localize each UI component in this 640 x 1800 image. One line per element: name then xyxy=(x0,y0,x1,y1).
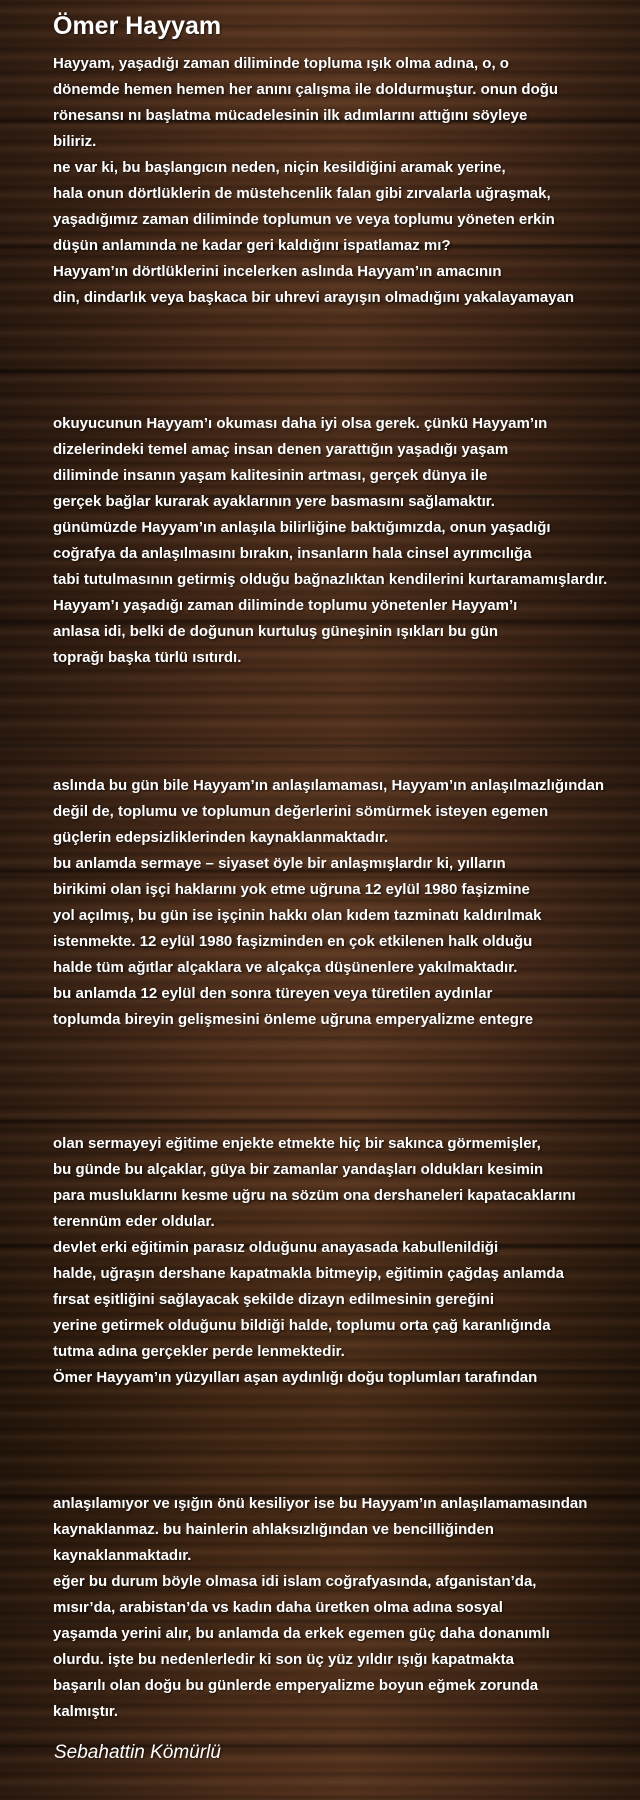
poem-line: Hayyam, yaşadığı zaman diliminde topluma ışık olma adına, o, o xyxy=(53,55,509,72)
poem-line: devlet erki eğitimin parasız olduğunu anayasada kabullenildiği xyxy=(53,1239,499,1256)
poem-line: diliminde insanın yaşam kalitesinin artması, gerçek dünya ile xyxy=(53,467,488,484)
poem-line: olan sermayeyi eğitime enjekte etmekte hiç bir sakınca görmemişler, xyxy=(53,1135,541,1152)
poem-line: hala onun dörtlüklerin de müstehcenlik falan gibi zırvalarla uğraşmak, xyxy=(53,185,551,202)
poem-line: yaşadığımız zaman diliminde toplumun ve veya toplumu yöneten erkin xyxy=(53,211,555,228)
poem-line: Hayyam’ın dörtlüklerini incelerken aslında Hayyam’ın amacının xyxy=(53,263,502,280)
poem-line: tutma adına gerçekler perde lenmektedir. xyxy=(53,1343,345,1360)
poem-line: günümüzde Hayyam’ın anlaşıla bilirliğine baktığımızda, onun yaşadığı xyxy=(53,519,551,536)
poem-title: Ömer Hayyam xyxy=(53,12,222,40)
poem-page xyxy=(53,0,640,1800)
poem-line: halde tüm ağıtlar alçaklara ve alçakça düşünenlere yakılmaktadır. xyxy=(53,959,518,976)
poem-line: din, dindarlık veya başkaca bir uhrevi arayışın olmadığını yakalayamayan xyxy=(53,289,575,306)
poem-line: yol açılmış, bu gün ise işçinin hakkı olan kıdem tazminatı kaldırılmak xyxy=(53,907,542,924)
poem-line: para musluklarını kesme uğru na sözüm ona dershaneleri kapatacaklarını xyxy=(53,1187,576,1204)
poem-author: Sebahattin Kömürlü xyxy=(54,1742,221,1763)
poem-line: birikimi olan işçi haklarını yok etme uğruna 12 eylül 1980 faşizmine xyxy=(53,881,530,898)
poem-line: düşün anlamında ne kadar geri kaldığını ispatlamaz mı? xyxy=(53,237,451,254)
poem-line: halde, uğraşın dershane kapatmakla bitmeyip, eğitimin çağdaş anlamda xyxy=(53,1265,565,1282)
poem-line: coğrafya da anlaşılmasını bırakın, insanların hala cinsel ayrımcılığa xyxy=(53,545,532,562)
poem-line: kaynaklanmaz. bu hainlerin ahlaksızlığından ve bencilliğinden xyxy=(53,1521,494,1538)
poem-line: aslında bu gün bile Hayyam’ın anlaşılamaması, Hayyam’ın anlaşılmazlığından xyxy=(53,777,605,794)
poem-line: anlasa idi, belki de doğunun kurtuluş güneşinin ışıkları bu gün xyxy=(53,623,499,640)
poem-line: toplumda bireyin gelişmesini önleme uğruna emperyalizme entegre xyxy=(53,1011,534,1028)
poem-line: bu anlamda sermaye – siyaset öyle bir anlaşmışlardır ki, yılların xyxy=(53,855,506,872)
poem-line: yerine getirmek olduğunu bildiği halde, toplumu orta çağ karanlığında xyxy=(53,1317,551,1334)
poem-line: rönesansı nı başlatma mücadelesinin ilk adımlarını attığını söyleye xyxy=(53,107,528,124)
poem-line: kaynaklanmaktadır. xyxy=(53,1547,192,1564)
poem-line: fırsat eşitliğini sağlayacak şekilde dizayn edilmesinin gereğini xyxy=(53,1291,495,1308)
poem-line: yaşamda yerini alır, bu anlamda da erkek egemen güç daha donanımlı xyxy=(53,1625,550,1642)
poem-line: dönemde hemen hemen her anını çalışma ile doldurmuştur. onun doğu xyxy=(53,81,559,98)
poem-line: tabi tutulmasının getirmiş olduğu bağnazlıktan kendilerini kurtaramamışlardır. xyxy=(53,571,608,588)
poem-line: başarılı olan doğu bu günlerde emperyalizme boyun eğmek zorunda xyxy=(53,1677,539,1694)
poem-line: ne var ki, bu başlangıcın neden, niçin kesildiğini aramak yerine, xyxy=(53,159,506,176)
poem-line: değil de, toplumu ve toplumun değerlerini sömürmek isteyen egemen xyxy=(53,803,549,820)
poem-line: bu anlamda 12 eylül den sonra türeyen veya türetilen aydınlar xyxy=(53,985,493,1002)
poem-line: dizelerindeki temel amaç insan denen yarattığın yaşadığı yaşam xyxy=(53,441,509,458)
poem-line: biliriz. xyxy=(53,133,97,150)
poem-line: anlaşılamıyor ve ışığın önü kesiliyor ise bu Hayyam’ın anlaşılamamasından xyxy=(53,1495,588,1512)
poem-line: bu günde bu alçaklar, güya bir zamanlar yandaşları oldukları kesimin xyxy=(53,1161,544,1178)
poem-line: olurdu. işte bu nedenlerledir ki son üç yüz yıldır ışığı kapatmakta xyxy=(53,1651,514,1668)
poem-line: Hayyam’ı yaşadığı zaman diliminde toplumu yönetenler Hayyam’ı xyxy=(53,597,518,614)
poem-line: kalmıştır. xyxy=(53,1703,119,1720)
poem-line: istenmekte. 12 eylül 1980 faşizminden en çok etkilenen halk olduğu xyxy=(53,933,533,950)
poem-line: güçlerin edepsizliklerinden kaynaklanmaktadır. xyxy=(53,829,389,846)
poem-line: gerçek bağlar kurarak ayaklarının yere basmasını sağlamaktır. xyxy=(53,493,495,510)
poem-line: okuyucunun Hayyam’ı okuması daha iyi olsa gerek. çünkü Hayyam’ın xyxy=(53,415,548,432)
poem-line: toprağı başka türlü ısıtırdı. xyxy=(53,649,242,666)
poem-line: eğer bu durum böyle olmasa idi islam coğrafyasında, afganistan’da, xyxy=(53,1573,537,1590)
poem-line: Ömer Hayyam’ın yüzyılları aşan aydınlığı doğu toplumları tarafından xyxy=(53,1369,538,1386)
poem-line: mısır’da, arabistan’da vs kadın daha üretken olma adına sosyal xyxy=(53,1599,503,1616)
poem-line: terennüm eder oldular. xyxy=(53,1213,215,1230)
